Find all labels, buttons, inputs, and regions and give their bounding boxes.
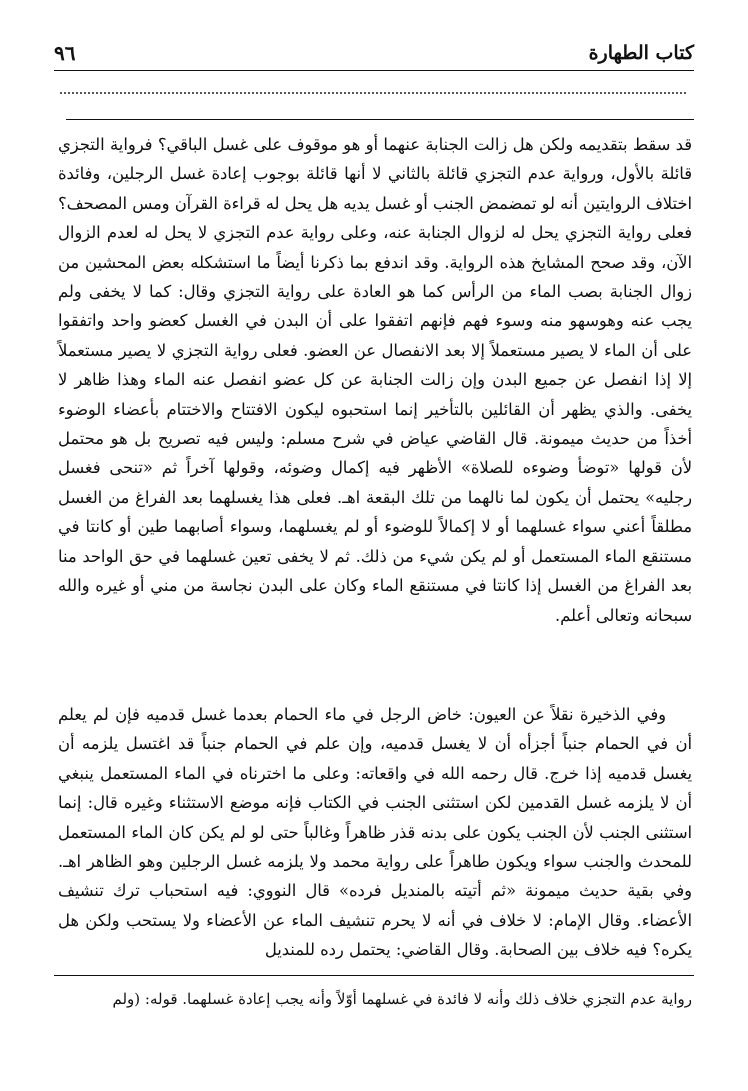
footnote-rule — [54, 975, 694, 976]
running-title: كتاب الطهارة — [588, 42, 694, 64]
header-rule — [54, 70, 694, 71]
page-header — [54, 38, 694, 68]
paragraph: وفي الذخيرة نقلاً عن العيون: خاض الرجل في ماء الحمام بعدما غسل قدميه فإن لم يعلم أن في الحمام جنباً أجزأه أن لا يغسل قدميه، وإن علم في الحمام جنباً قد اغتسل يلزمه أن يغسل قدميه إذا خرج. قال رحمه الله في واقعاته: وعلى ما اخترناه في الماء المستعمل ينبغي أن لا يلزمه غسل القدمين لكن استثنى الجنب في الكتاب فإنه موضع الاستثناء وغيره قال: إنما استثنى الجنب لأن الجنب يكون على بدنه قذر ظاهراً وغالباً حتى لو لم يكن كان الماء المستعمل للمحدث والجنب سواء ويكون طاهراً على رواية محمد ولا يلزمه غسل الرجلين وهو الظاهر اهـ. وفي بقية حديث ميمونة «ثم أتيته بالمنديل فرده» قال النووي: فيه استحباب ترك تنشيف الأعضاء. وقال الإمام: لا خلاف في أنه لا يحرم تنشيف الماء عن الأعضاء ولا يستحب ولكن هل يكره؟ فيه خلاف بين الصحابة. وقال القاضي: يحتمل رده للمنديل — [58, 705, 692, 960]
dotted-separator — [60, 92, 686, 94]
page-number: ٩٦ — [54, 41, 76, 65]
main-text-block-1 — [58, 130, 692, 630]
main-text-block-2 — [58, 700, 692, 965]
paragraph: قد سقط بتقديمه ولكن هل زالت الجنابة عنهما أو هو موقوف على غسل الباقي؟ فرواية التجزي قائلة بالأول، ورواية عدم التجزي قائلة بالثاني لا أنها قائلة بوجوب إعادة غسل الرجلين، وفائدة اختلاف الروايتين أنه لو تمضمض الجنب أو غسل يديه هل يحل له قراءة القرآن ومس المصحف؟ فعلى رواية التجزي يحل له لزوال الجنابة عنه، وعلى رواية عدم التجزي لا يحل له لعدم الزوال الآن، وقد صحح المشايخ هذه الرواية. وقد اندفع بما ذكرنا أيضاً ما استشكله بعض المحشين من زوال الجنابة بصب الماء من الرأس كما هو العادة على رواية التجزي وقال: كما لا يخفى ولم يجب عنه وهوسهو منه وسوء فهم فإنهم اتفقوا على أن البدن في الغسل كعضو واحد واتفقوا على أن الماء لا يصير مستعملاً إلا بعد الانفصال عن العضو. فعلى رواية التجزي لا يصير مستعملاً إلا إذا انفصل عن جميع البدن وإن زالت الجنابة عن كل عضو انفصل عنه الماء وهذا ظاهر لا يخفى. والذي يظهر أن القائلين بالتأخير إنما استحبوه ليكون الافتتاح والاختتام بأعضاء الوضوء أخذاً من حديث ميمونة. قال القاضي عياض في شرح مسلم: وليس فيه تصريح بل هو محتمل لأن قولها «توضأ وضوءه للصلاة» الأظهر فيه إكمال وضوئه، وقولها آخراً ثم «تنحى فغسل رجليه» يحتمل أن يكون لما نالهما من تلك البقعة اهـ. فعلى هذا يغسلهما بعد الفراغ من الغسل مطلقاً أعني سواء غسلهما أو لا إكمالاً للوضوء أو لم يغسلهما، وسواء أصابهما طين أو كانتا في مستنقع الماء المستعمل أو لم يكن شيء من ذلك. ثم لا يخفى تعين غسلهما في حق الواحد منا بعد الفراغ من الغسل إذا كانتا في مستنقع الماء وكان على البدن نجاسة من مني أو غيره والله سبحانه وتعالى أعلم. — [58, 135, 692, 625]
text-top-rule — [66, 119, 694, 120]
footnote: رواية عدم التجزي خلاف ذلك وأنه لا فائدة في غسلهما أوّلاً وأنه يجب إعادة غسلهما. قوله: (ولم — [112, 990, 692, 1008]
